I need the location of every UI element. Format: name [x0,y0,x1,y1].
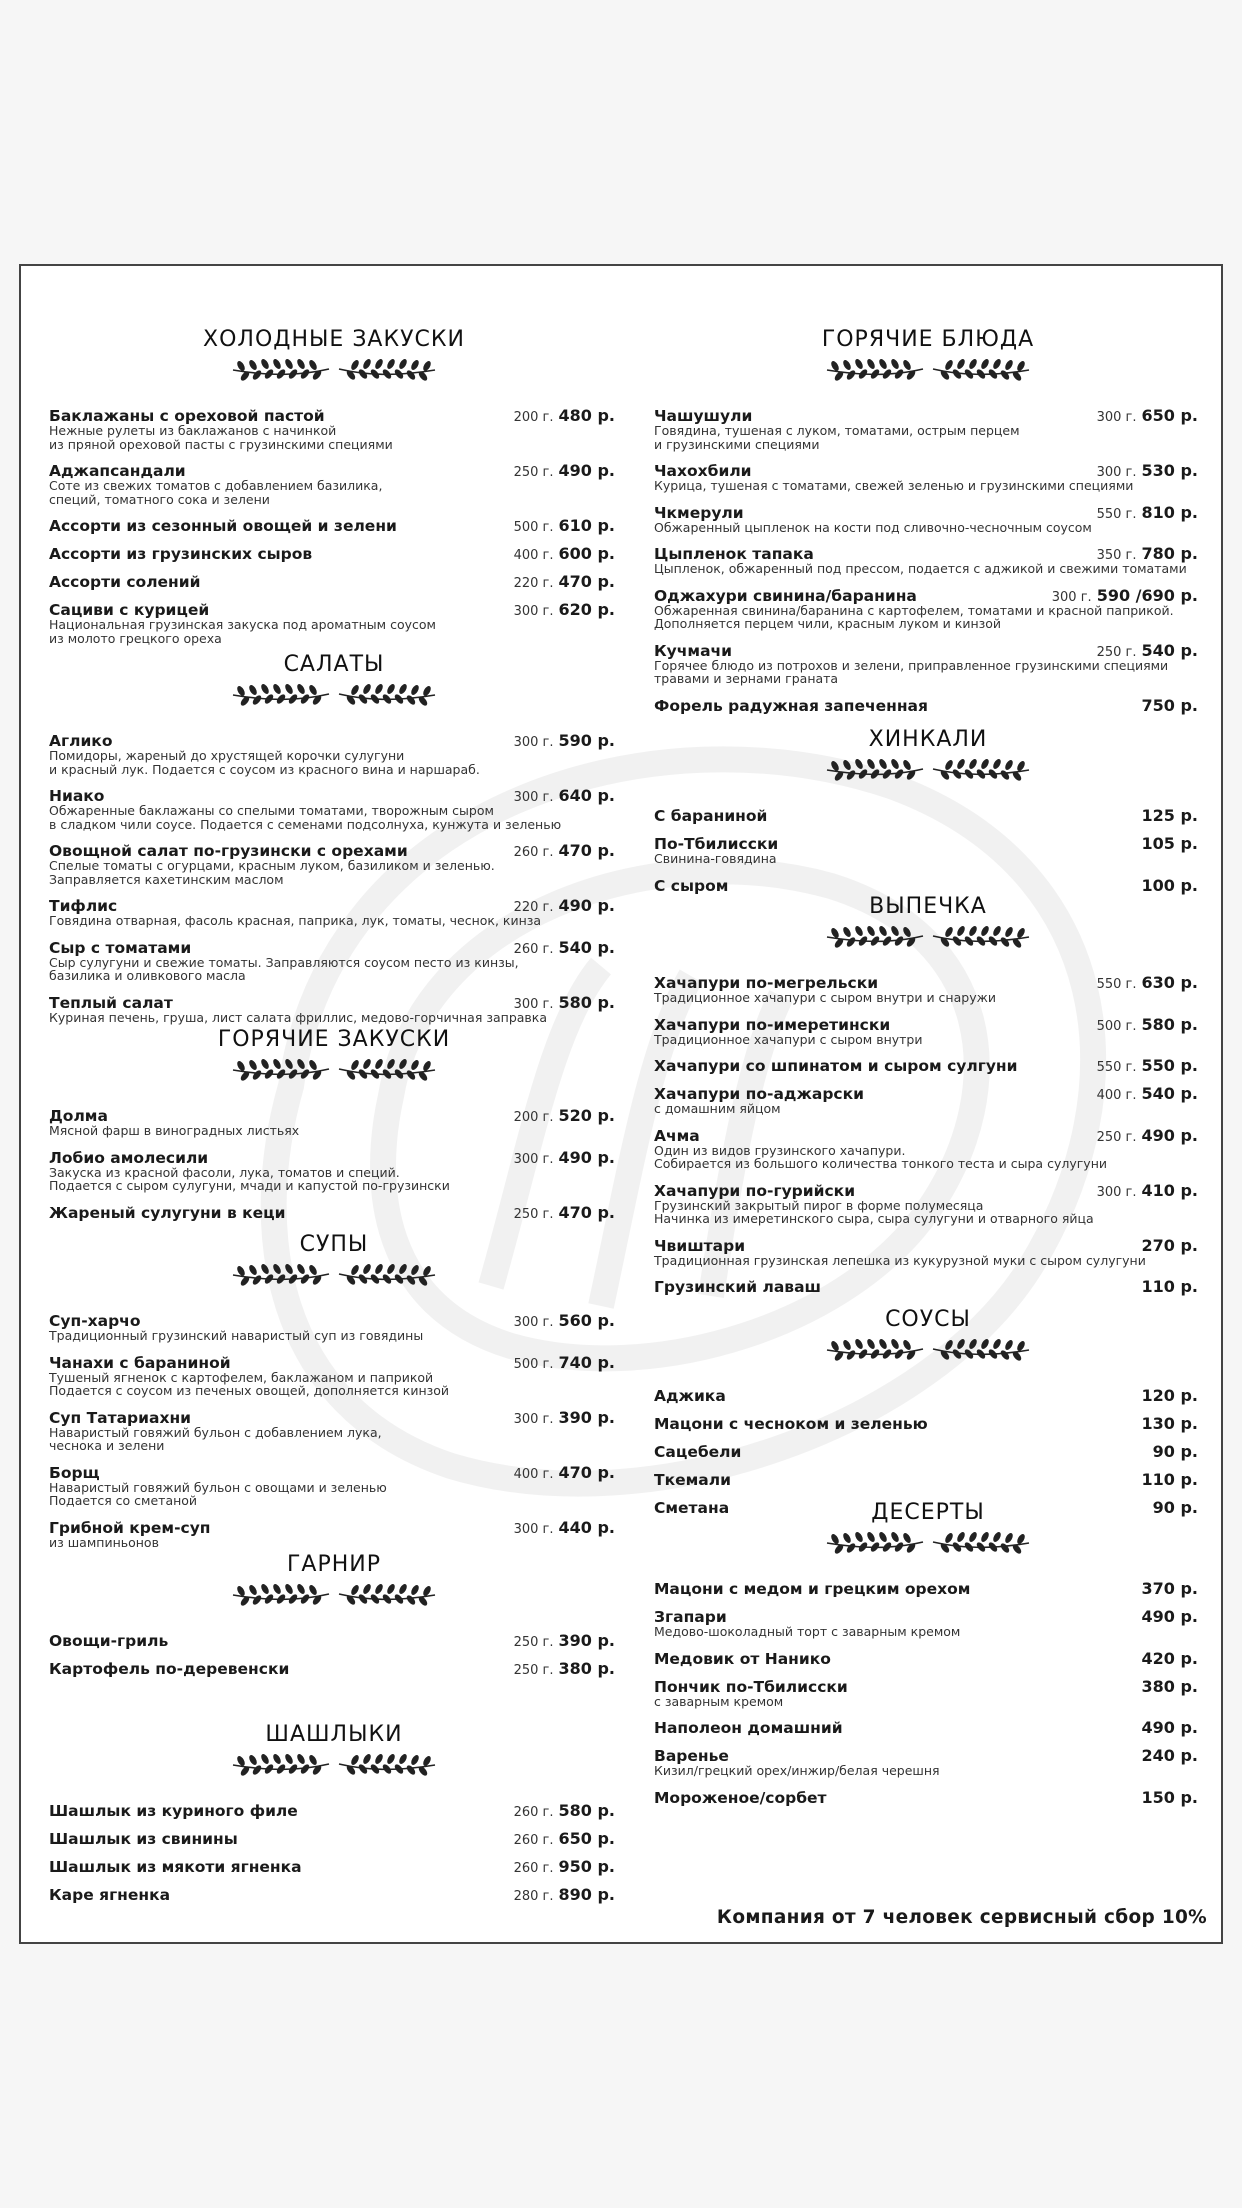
menu-item [49,731,619,776]
menu-item [49,1801,619,1821]
menu-item [49,993,619,1025]
menu-item [654,1746,1202,1778]
item-price: 750 р. [1141,695,1198,715]
leaf-ornament-icon [229,1581,439,1607]
item-price: 620 р. [558,600,615,619]
menu-item [49,896,619,928]
item-description: с домашним яйцом [654,1101,781,1116]
item-name: Чкмерули [654,503,744,522]
menu-section [49,1026,619,1231]
section-title: ХИНКАЛИ [868,727,988,752]
item-weight: 260 г. [513,845,554,860]
item-weight: 250 г. [513,465,554,480]
section-items [654,406,1202,716]
section-items [49,731,619,1024]
item-price: 630 р. [1141,973,1198,992]
leaf-ornament-icon [229,1261,439,1287]
menu-item [49,461,619,506]
menu-item [654,1181,1202,1226]
section-items [49,1311,619,1549]
item-description: Нежные рулеты из баклажанов с начинкой из пряной ореховой пасты с грузинскими специями [49,423,393,452]
item-price: 780 р. [1141,544,1198,563]
item-name: Аглико [49,732,113,750]
section-title: ХОЛОДНЫЕ ЗАКУСКИ [203,327,465,352]
item-weight: 400 г. [1096,1088,1137,1103]
menu-item [654,1442,1202,1462]
item-name: Згапари [654,1608,727,1626]
item-name: С бараниной [654,807,768,825]
item-description: Куриная печень, груша, лист салата фриллис, медово-горчичная заправка [49,1009,547,1025]
item-name: Шашлык из мякоти ягненка [49,1858,302,1876]
menu-item [49,1857,619,1877]
item-description: Сыр сулугуни и свежие томаты. Заправляются соусом песто из кинзы, базилика и оливкового масла [49,954,519,983]
item-description: Один из видов грузинского хачапури. Собирается из большого количества тонкого теста и сыра сулугуни [654,1142,1107,1171]
item-name: Хачапури по-гурийски [654,1181,856,1200]
item-weight: 500 г. [1096,1018,1137,1034]
item-weight: 220 г. [513,576,554,591]
item-weight: 350 г. [1096,548,1137,563]
item-description: Традиционное хачапури с сыром внутри [654,1031,923,1047]
item-description: Медово-шоколадный торт с заварным кремом [654,1624,961,1639]
item-weight: 300 г. [513,604,554,619]
menu-section [654,726,1202,904]
menu-item [49,1311,619,1343]
item-weight: 260 г. [513,1805,554,1820]
item-name: Грибной крем-суп [49,1518,211,1537]
item-price: 580 р. [558,1801,615,1820]
item-price: 390 р. [558,1407,615,1427]
item-price: 240 р. [1141,1746,1198,1765]
item-weight: 550 г. [1096,506,1137,522]
item-weight: 300 г. [513,735,554,750]
section-title: ВЫПЕЧКА [869,894,987,919]
menu-item [654,1277,1202,1297]
item-price: 470 р. [558,841,615,860]
item-price: 490 р. [558,1147,615,1167]
item-weight: 400 г. [513,548,554,563]
section-items [49,1631,619,1679]
leaf-ornament-icon [823,756,1033,782]
leaf-ornament-icon [229,1751,439,1777]
left-column [49,266,619,1942]
item-price: 650 р. [558,1829,615,1848]
item-name: Медовик от Нанико [654,1649,831,1668]
item-description: Национальная грузинская закуска под ароматным соусом из молото грецкого ореха [49,617,436,646]
menu-item [654,1084,1202,1116]
item-name: Мороженое/сорбет [654,1788,827,1807]
section-title: СОУСЫ [885,1307,971,1332]
item-price: 420 р. [1141,1648,1198,1668]
section-title: ДЕСЕРТЫ [871,1500,985,1525]
item-weight: 550 г. [1096,1060,1137,1075]
item-price: 90 р. [1152,1498,1198,1517]
item-description: Традиционный грузинский наваристый суп из говядины [49,1328,424,1343]
item-name: Оджахури свинина/баранина [654,586,917,605]
menu-item [49,1885,619,1905]
menu-item [654,1649,1202,1669]
item-price: 470 р. [558,572,615,591]
section-items [49,1106,619,1223]
item-price: 580 р. [558,992,615,1012]
item-description: Тушеный ягненок с картофелем, баклажаном и паприкой Подается с соусом из печеных овощей, дополняется кинзой [49,1369,450,1398]
menu-item [654,1677,1202,1709]
section-title: ГОРЯЧИЕ БЛЮДА [821,327,1035,352]
item-name: Ассорти солений [49,573,201,591]
item-name: Суп Татариахни [49,1408,192,1427]
item-name: Хачапури по-аджарски [654,1085,864,1103]
item-name: Хачапури по-мегрельски [654,974,879,992]
leaf-ornament-icon [229,681,439,707]
item-price: 740 р. [558,1352,615,1372]
item-name: Цыпленок тапака [654,545,814,563]
menu-section [49,1231,619,1559]
item-price: 550 р. [1141,1056,1198,1075]
item-price: 130 р. [1141,1414,1198,1433]
menu-section [654,1306,1202,1526]
item-name: Чашушули [654,407,753,425]
item-name: Шашлык из куриного филе [49,1802,298,1820]
item-name: Тифлис [49,897,118,915]
menu-section [654,326,1202,724]
menu-item [49,1148,619,1193]
item-weight: 250 г. [513,1206,554,1222]
item-price: 890 р. [558,1885,615,1904]
menu-item [49,1518,619,1550]
item-weight: 200 г. [513,1110,554,1125]
leaf-ornament-icon [823,356,1033,382]
item-description: Закуска из красной фасоли, лука, томатов и специй. Подается с сыром сулугуни, мчади и капустой по-грузински [49,1164,450,1193]
item-price: 470 р. [558,1462,615,1482]
item-name: Шашлык из свинины [49,1830,238,1848]
item-description: Цыпленок, обжаренный под прессом, подается с аджикой и свежими томатами [654,561,1187,576]
item-weight: 300 г. [513,1521,554,1537]
menu-item [654,1718,1202,1738]
item-weight: 400 г. [513,1466,554,1482]
menu-item [49,406,619,451]
item-name: Теплый салат [49,993,173,1012]
menu-item [49,841,619,886]
item-price: 490 р. [1141,1718,1198,1737]
item-price: 105 р. [1141,834,1198,853]
item-weight: 250 г. [1096,1129,1137,1145]
menu-item [49,938,619,983]
item-name: Сыр с томатами [49,938,192,957]
item-price: 90 р. [1152,1442,1198,1461]
section-title: СУПЫ [299,1232,369,1257]
item-name: Борщ [49,1463,100,1482]
menu-item [654,1015,1202,1047]
menu-item [654,1414,1202,1434]
item-weight: 550 г. [1096,977,1137,992]
right-column [654,266,1202,1942]
menu-item [654,641,1202,686]
item-name: Чахохбили [654,462,752,480]
menu-item [49,1463,619,1508]
item-price: 370 р. [1141,1579,1198,1598]
menu-item [49,1631,619,1651]
item-description: Обжаренная свинина/баранина с картофелем, томатами и красной паприкой. Дополняется перцем чили, красным луком и кинзой [654,602,1174,631]
item-price: 520 р. [558,1106,615,1125]
item-price: 530 р. [1141,461,1198,480]
menu-item [654,1788,1202,1808]
item-weight: 250 г. [513,1663,554,1678]
item-weight: 300 г. [1096,410,1137,425]
item-description: Наваристый говяжий бульон с овощами и зеленью Подается со сметаной [49,1479,387,1508]
item-description: Говядина, тушеная с луком, томатами, острым перцем и грузинскими специями [654,423,1020,452]
item-description: Соте из свежих томатов с добавлением базилика, специй, томатного сока и зелени [49,478,383,507]
menu-item [654,406,1202,451]
menu-item [654,1056,1202,1076]
item-weight: 300 г. [513,1411,554,1427]
item-price: 610 р. [558,516,615,535]
item-name: Баклажаны с ореховой пастой [49,407,325,425]
item-price: 120 р. [1141,1386,1198,1405]
item-weight: 300 г. [1051,589,1092,605]
section-title: САЛАТЫ [283,652,385,677]
item-weight: 500 г. [513,1356,554,1372]
item-price: 600 р. [558,544,615,563]
item-description: Грузинский закрытый пирог в форме полумесяца Начинка из имеретинского сыра, сыра сулугуни и отварного яйца [654,1197,1094,1226]
item-description: Помидоры, жареный до хрустящей корочки сулугуни и красный лук. Подается с соусом из красного вина и наршараб. [49,748,480,777]
item-name: Аджапсандали [49,462,186,480]
item-name: Ткемали [654,1471,731,1489]
leaf-ornament-icon [229,1056,439,1082]
section-title: ШАШЛЫКИ [265,1722,403,1747]
menu-item [654,1579,1202,1599]
item-weight: 200 г. [513,410,554,425]
item-price: 490 р. [1141,1125,1198,1145]
item-weight: 300 г. [1096,1184,1137,1200]
menu-section [654,1499,1202,1816]
menu-item [49,516,619,536]
item-name: Варенье [654,1747,729,1765]
item-name: Каре ягненка [49,1886,171,1904]
item-price: 950 р. [558,1857,615,1876]
item-price: 540 р. [558,937,615,957]
menu-section [49,1551,619,1687]
item-price: 100 р. [1141,875,1198,895]
item-price: 110 р. [1141,1277,1198,1296]
item-price: 480 р. [558,406,615,425]
item-description: из шампиньонов [49,1534,159,1550]
leaf-ornament-icon [823,1336,1033,1362]
item-price: 380 р. [1141,1676,1198,1696]
menu-section [49,651,619,1034]
menu-item [49,1106,619,1138]
menu-item [654,586,1202,631]
item-name: Ачма [654,1126,700,1145]
item-price: 490 р. [558,461,615,480]
item-price: 490 р. [558,896,615,915]
item-description: Спелые томаты с огурцами, красным луком, базиликом и зеленью. Заправляется кахетинским маслом [49,858,495,887]
item-price: 440 р. [558,1517,615,1537]
item-description: Свинина-говядина [654,851,777,866]
item-name: С сыром [654,876,729,895]
menu-item [49,1659,619,1679]
item-name: Хачапури со шпинатом и сыром сулгуни [654,1057,1018,1075]
menu-item [654,1607,1202,1639]
item-name: По-Тбилисски [654,835,779,853]
menu-item [49,1353,619,1398]
item-name: Сациви с курицей [49,601,210,619]
item-weight: 220 г. [513,900,554,915]
item-name: Кучмачи [654,641,733,660]
item-weight: 260 г. [513,1833,554,1848]
item-name: Мацони с чесноком и зеленью [654,1415,928,1433]
item-description: с заварным кремом [654,1693,784,1709]
leaf-ornament-icon [229,356,439,382]
item-name: Картофель по-деревенски [49,1660,290,1678]
menu-item [654,1236,1202,1268]
menu-section [49,1721,619,1913]
item-price: 125 р. [1141,806,1198,825]
menu-item [654,1126,1202,1171]
menu-item [654,806,1202,826]
item-name: Форель радужная запеченная [654,696,928,715]
service-fee-note: Компания от 7 человек сервисный сбор 10% [716,1907,1207,1928]
item-weight: 300 г. [513,996,554,1012]
item-weight: 250 г. [513,1635,554,1650]
item-weight: 260 г. [513,941,554,957]
item-name: Лобио амолесили [49,1148,209,1167]
item-price: 110 р. [1141,1470,1198,1489]
menu-item [49,1408,619,1453]
menu-item [654,973,1202,1005]
leaf-ornament-icon [823,923,1033,949]
menu-item [654,503,1202,535]
menu-page [19,264,1223,1944]
item-weight: 300 г. [513,1315,554,1330]
item-price: 560 р. [558,1311,615,1330]
item-weight: 300 г. [1096,465,1137,480]
item-description: Обжаренный цыпленок на кости под сливочно-чесночным соусом [654,519,1092,535]
leaf-ornament-icon [823,1529,1033,1555]
item-name: Наполеон домашний [654,1719,843,1737]
item-name: Хачапури по-имеретински [654,1015,891,1034]
item-name: Чвиштари [654,1236,746,1255]
item-price: 580 р. [1141,1014,1198,1034]
section-title: ГАРНИР [287,1552,381,1577]
menu-item [654,544,1202,576]
menu-item [654,1470,1202,1490]
menu-section [49,326,619,655]
menu-item [49,544,619,564]
item-description: Обжаренные баклажаны со спелыми томатами, творожным сыром в сладком чили соусе. Подается с семенами подсолнуха, кунжута и зеленью [49,803,562,832]
item-price: 410 р. [1141,1180,1198,1200]
item-name: Чанахи с бараниной [49,1353,231,1372]
item-description: Традиционная грузинская лепешка из кукурузной муки с сыром сулугуни [654,1252,1146,1268]
section-items [654,973,1202,1297]
item-price: 270 р. [1141,1235,1198,1255]
item-name: Грузинский лаваш [654,1278,822,1296]
item-name: Ниако [49,787,105,805]
item-price: 150 р. [1141,1787,1198,1807]
item-name: Ассорти из грузинских сыров [49,545,313,563]
item-description: Мясной фарш в виноградных листьях [49,1123,300,1138]
menu-section [654,893,1202,1305]
item-name: Овощи-гриль [49,1632,169,1650]
item-weight: 300 г. [513,790,554,805]
menu-item [654,834,1202,866]
item-weight: 250 г. [1096,644,1137,660]
item-weight: 280 г. [513,1889,554,1904]
item-price: 390 р. [558,1631,615,1650]
item-description: Наваристый говяжий бульон с добавлением лука, чеснока и зелени [49,1424,382,1453]
section-items [49,1801,619,1905]
item-price: 590 /690 р. [1096,585,1198,605]
item-name: Овощной салат по-грузински с орехами [49,842,408,860]
item-price: 590 р. [558,731,615,750]
menu-item [49,600,619,645]
item-name: Сметана [654,1499,730,1517]
item-name: Жареный сулугуни в кеци [49,1203,286,1222]
item-price: 490 р. [1141,1607,1198,1626]
item-name: Ассорти из сезонный овощей и зелени [49,517,397,535]
menu-item [49,786,619,831]
menu-item [49,1829,619,1849]
menu-item [654,1386,1202,1406]
item-weight: 260 г. [513,1861,554,1876]
menu-item [654,696,1202,716]
item-price: 650 р. [1141,406,1198,425]
item-description: Курица, тушеная с томатами, свежей зеленью и грузинскими специями [654,478,1134,493]
item-name: Аджика [654,1387,726,1405]
section-title: ГОРЯЧИЕ ЗАКУСКИ [217,1027,451,1052]
item-name: Сацебели [654,1443,742,1461]
item-description: Кизил/грецкий орех/инжир/белая черешня [654,1763,940,1778]
item-name: Суп-харчо [49,1312,141,1330]
item-price: 470 р. [558,1202,615,1222]
item-weight: 500 г. [513,520,554,535]
item-price: 540 р. [1141,1084,1198,1103]
item-price: 810 р. [1141,502,1198,522]
menu-item [49,1203,619,1223]
item-description: Говядина отварная, фасоль красная, паприка, лук, томаты, чеснок, кинза [49,913,542,928]
item-description: Горячее блюдо из потрохов и зелени, приправленное грузинскими специями травами и зернами граната [654,657,1169,686]
menu-item [49,572,619,592]
item-price: 640 р. [558,786,615,805]
menu-item [654,461,1202,493]
item-description: Традиционное хачапури с сыром внутри и снаружи [654,990,996,1005]
section-items [654,806,1202,896]
item-name: Мацони с медом и грецким орехом [654,1580,971,1598]
item-price: 380 р. [558,1659,615,1678]
item-price: 540 р. [1141,640,1198,660]
item-weight: 300 г. [513,1151,554,1167]
item-name: Долма [49,1107,108,1125]
section-items [49,406,619,645]
section-items [654,1579,1202,1808]
item-name: Пончик по-Тбилисски [654,1677,848,1696]
